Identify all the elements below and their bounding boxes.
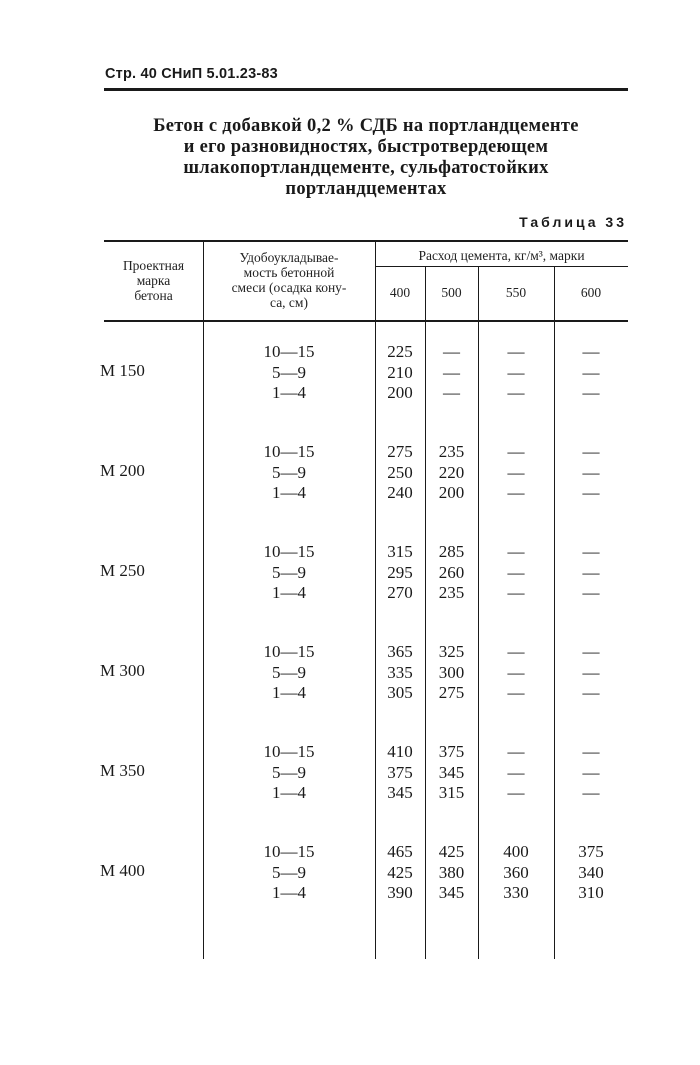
- cell-value: 375: [578, 842, 604, 861]
- cell-value: 10—15: [263, 442, 315, 461]
- cell-value: —: [582, 742, 600, 761]
- cell-value: 5—9: [272, 862, 306, 882]
- cell-value: —: [507, 483, 525, 502]
- cell-value: 240: [387, 483, 413, 502]
- header-line: са, см): [270, 295, 308, 310]
- cement-600-cell: [554, 842, 628, 904]
- header-cement-grade: 550: [505, 285, 527, 300]
- grade-cell: М 350: [100, 761, 145, 780]
- slump-cell: [203, 542, 375, 604]
- cell-value: 1—4: [272, 683, 306, 702]
- slump-cell: [203, 742, 375, 804]
- header-line: Удобоукладывае-: [239, 250, 339, 265]
- cell-value: —: [582, 662, 600, 682]
- cell-value: —: [507, 662, 525, 682]
- cell-value: —: [507, 442, 525, 461]
- cell-value: 425: [438, 842, 465, 861]
- cell-value: —: [582, 442, 600, 461]
- cell-value: 340: [578, 862, 604, 882]
- grade-cell: М 400: [100, 861, 145, 880]
- cell-value: 310: [578, 883, 604, 902]
- cement-400-cell: [375, 842, 425, 904]
- cell-value: 10—15: [263, 342, 315, 361]
- slump-cell: [203, 842, 375, 904]
- cell-value: 300: [438, 662, 465, 682]
- cell-value: —: [507, 783, 525, 802]
- cement-550-cell: [478, 842, 554, 904]
- header-cement-grade: 600: [580, 285, 602, 300]
- cell-value: 200: [387, 383, 413, 402]
- cement-600-cell: [554, 342, 628, 404]
- header-subrule: [375, 266, 628, 267]
- cement-500-cell: [425, 742, 478, 804]
- cement-600-cell: [554, 742, 628, 804]
- cell-value: 1—4: [272, 883, 306, 902]
- header-cement-grade: 500: [441, 285, 462, 300]
- cement-550-cell: [478, 342, 554, 404]
- document-title: [104, 116, 628, 200]
- title-line: портландцементах: [285, 179, 447, 199]
- cell-value: 225: [387, 342, 413, 361]
- cell-value: —: [507, 342, 525, 361]
- cell-value: —: [443, 342, 460, 361]
- cell-value: 235: [438, 442, 465, 461]
- cell-value: 5—9: [272, 562, 306, 582]
- cement-550-cell: [478, 742, 554, 804]
- cement-400-cell: [375, 642, 425, 704]
- cell-value: 10—15: [263, 542, 315, 561]
- cell-value: 335: [387, 662, 413, 682]
- cell-value: 235: [438, 583, 465, 602]
- title-line: Бетон с добавкой 0,2 % СДБ на портландцементе: [153, 116, 579, 136]
- cell-value: —: [507, 642, 525, 661]
- cement-550-cell: [478, 642, 554, 704]
- header-line: Проектная: [122, 258, 185, 273]
- cell-value: 375: [387, 762, 413, 782]
- cell-value: 5—9: [272, 762, 306, 782]
- grade-cell: М 250: [100, 561, 145, 580]
- cell-value: —: [582, 383, 600, 402]
- cell-value: 275: [438, 683, 465, 702]
- cell-value: 410: [387, 742, 413, 761]
- grade-cell: М 150: [100, 361, 145, 380]
- cell-value: 1—4: [272, 583, 306, 602]
- cell-value: 325: [438, 642, 465, 661]
- cell-value: 5—9: [272, 362, 306, 382]
- cement-500-cell: [425, 642, 478, 704]
- cell-value: 380: [438, 862, 465, 882]
- cell-value: —: [582, 542, 600, 561]
- cell-value: —: [582, 483, 600, 502]
- cell-value: 5—9: [272, 462, 306, 482]
- cement-400-cell: [375, 442, 425, 504]
- cell-value: —: [582, 783, 600, 802]
- cell-value: —: [582, 462, 600, 482]
- cell-value: —: [507, 762, 525, 782]
- cell-value: 200: [438, 483, 465, 502]
- header-line: мость бетонной: [243, 265, 335, 280]
- cell-value: 375: [438, 742, 465, 761]
- cell-value: 1—4: [272, 483, 306, 502]
- cell-value: 315: [387, 542, 413, 561]
- cell-value: —: [582, 583, 600, 602]
- cement-500-cell: [425, 842, 478, 904]
- table-label: Таблица 33: [519, 214, 627, 230]
- cell-value: 360: [503, 862, 529, 882]
- cell-value: 305: [387, 683, 413, 702]
- header-consumption: Расход цемента, кг/м³, марки: [418, 248, 585, 263]
- title-line: шлакопортландцементе, сульфатостойких: [183, 158, 549, 178]
- cell-value: —: [582, 342, 600, 361]
- cell-value: 1—4: [272, 783, 306, 802]
- cement-550-cell: [478, 442, 554, 504]
- cell-value: 315: [438, 783, 465, 802]
- cell-value: 330: [503, 883, 529, 902]
- cell-value: 400: [503, 842, 529, 861]
- cell-value: —: [582, 642, 600, 661]
- cement-400-cell: [375, 742, 425, 804]
- table-top-rule: [104, 240, 628, 242]
- cell-value: —: [582, 683, 600, 702]
- cement-400-cell: [375, 542, 425, 604]
- cement-600-cell: [554, 442, 628, 504]
- slump-cell: [203, 342, 375, 404]
- cement-500-cell: [425, 542, 478, 604]
- cell-value: —: [443, 383, 460, 402]
- cell-value: —: [507, 583, 525, 602]
- header-rule: [104, 88, 628, 91]
- cement-400-cell: [375, 342, 425, 404]
- cell-value: —: [507, 362, 525, 382]
- grade-cell: М 300: [100, 661, 145, 680]
- header-workability: [203, 250, 375, 310]
- cell-value: 250: [387, 462, 413, 482]
- cell-value: 285: [438, 542, 465, 561]
- cell-value: 345: [438, 883, 465, 902]
- cement-500-cell: [425, 442, 478, 504]
- cell-value: —: [443, 362, 460, 382]
- cell-value: —: [507, 383, 525, 402]
- cell-value: —: [582, 362, 600, 382]
- cement-550-cell: [478, 542, 554, 604]
- title-line: и его разновидностях, быстротвердеющем: [183, 137, 549, 157]
- cell-value: —: [582, 762, 600, 782]
- page-header: Стр. 40 СНиП 5.01.23-83: [105, 66, 278, 82]
- header-bottom-rule: [104, 320, 628, 322]
- cell-value: 270: [387, 583, 413, 602]
- cell-value: 260: [438, 562, 465, 582]
- header-line: марка: [136, 273, 171, 288]
- cell-value: 10—15: [263, 742, 315, 761]
- cement-600-cell: [554, 642, 628, 704]
- cell-value: —: [507, 683, 525, 702]
- grade-cell: М 200: [100, 461, 145, 480]
- cell-value: 5—9: [272, 662, 306, 682]
- cell-value: 1—4: [272, 383, 306, 402]
- header-line: смеси (осадка кону-: [231, 280, 347, 295]
- slump-cell: [203, 442, 375, 504]
- cell-value: 465: [387, 842, 413, 861]
- cell-value: 10—15: [263, 842, 315, 861]
- cell-value: 345: [387, 783, 413, 802]
- cell-value: —: [507, 462, 525, 482]
- slump-cell: [203, 642, 375, 704]
- cell-value: 345: [438, 762, 465, 782]
- cell-value: 390: [387, 883, 413, 902]
- cell-value: 220: [438, 462, 465, 482]
- header-cement-grade: 400: [389, 285, 411, 300]
- cell-value: 210: [387, 362, 413, 382]
- header-line: бетона: [134, 288, 173, 303]
- cell-value: 10—15: [263, 642, 315, 661]
- cell-value: 425: [387, 862, 413, 882]
- cell-value: —: [507, 562, 525, 582]
- cell-value: —: [507, 542, 525, 561]
- header-grade: [104, 258, 203, 303]
- cell-value: 295: [387, 562, 413, 582]
- cell-value: 275: [387, 442, 413, 461]
- cell-value: —: [507, 742, 525, 761]
- cell-value: 365: [387, 642, 413, 661]
- cement-600-cell: [554, 542, 628, 604]
- cement-500-cell: [425, 342, 478, 404]
- cell-value: —: [582, 562, 600, 582]
